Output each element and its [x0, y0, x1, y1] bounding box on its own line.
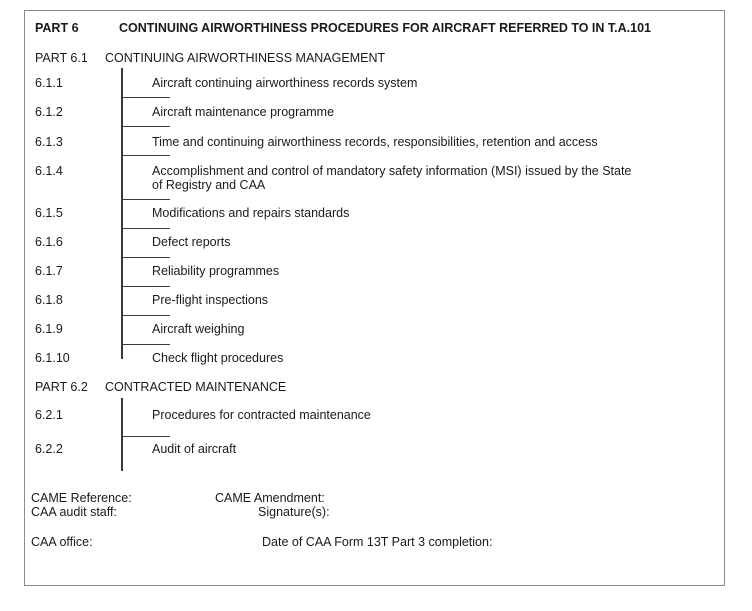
row-number: 6.1.4 [35, 164, 63, 178]
came-amendment-label: CAME Amendment: [215, 491, 325, 505]
row-text: Reliability programmes [152, 264, 280, 278]
row-text: Time and continuing airworthiness records, responsibilities, retention and access [152, 135, 598, 149]
row-text: Procedures for contracted maintenance [152, 408, 371, 422]
form-completion-date-label: Date of CAA Form 13T Part 3 completion: [262, 535, 493, 549]
row-number: 6.1.8 [35, 293, 63, 307]
checkbox-6-1-6[interactable] [121, 228, 170, 257]
checkbox-6-2-1[interactable] [121, 398, 170, 436]
row-number: 6.2.2 [35, 442, 63, 456]
row-number: 6.1.10 [35, 351, 70, 365]
checkbox-6-1-5[interactable] [121, 199, 170, 228]
row-text: Accomplishment and control of mandatory safety information (MSI) issued by the State [152, 164, 632, 178]
row-number: 6.2.1 [35, 408, 63, 422]
part6-number: PART 6 [35, 21, 79, 35]
part61-title: CONTINUING AIRWORTHINESS MANAGEMENT [105, 51, 386, 65]
row-text: Aircraft maintenance programme [152, 105, 335, 119]
row-number: 6.1.5 [35, 206, 63, 220]
checkbox-6-1-1[interactable] [121, 68, 170, 97]
checkbox-6-1-10[interactable] [121, 344, 170, 373]
form-frame [24, 10, 725, 586]
row-number: 6.1.3 [35, 135, 63, 149]
row-number: 6.1.2 [35, 105, 63, 119]
row-text: Pre-flight inspections [152, 293, 269, 307]
row-number: 6.1.6 [35, 235, 63, 249]
row-text: Audit of aircraft [152, 442, 237, 456]
audit-staff-label: CAA audit staff: [31, 505, 117, 519]
checkbox-6-1-9[interactable] [121, 315, 170, 344]
checkbox-6-2-2[interactable] [121, 436, 170, 471]
row-text: Check flight procedures [152, 351, 284, 365]
row-number: 6.1.1 [35, 76, 63, 90]
row-number: 6.1.7 [35, 264, 63, 278]
part62-title: CONTRACTED MAINTENANCE [105, 380, 287, 394]
row-text-line2: of Registry and CAA [152, 178, 266, 192]
checkbox-6-1-8[interactable] [121, 286, 170, 315]
part62-number: PART 6.2 [35, 380, 88, 394]
part6-title: CONTINUING AIRWORTHINESS PROCEDURES FOR AIRCRAFT REFERRED TO IN T.A.101 [119, 21, 651, 35]
checkbox-6-1-2[interactable] [121, 97, 170, 126]
row-text: Aircraft continuing airworthiness records system [152, 76, 418, 90]
checkbox-6-1-4[interactable] [121, 155, 170, 199]
row-text: Aircraft weighing [152, 322, 245, 336]
caa-office-label: CAA office: [31, 535, 93, 549]
row-number: 6.1.9 [35, 322, 63, 336]
row-text: Defect reports [152, 235, 231, 249]
signatures-label: Signature(s): [258, 505, 330, 519]
row-text: Modifications and repairs standards [152, 206, 350, 220]
checkbox-6-1-3[interactable] [121, 126, 170, 155]
came-reference-label: CAME Reference: [31, 491, 132, 505]
checkbox-6-1-7[interactable] [121, 257, 170, 286]
part61-number: PART 6.1 [35, 51, 88, 65]
